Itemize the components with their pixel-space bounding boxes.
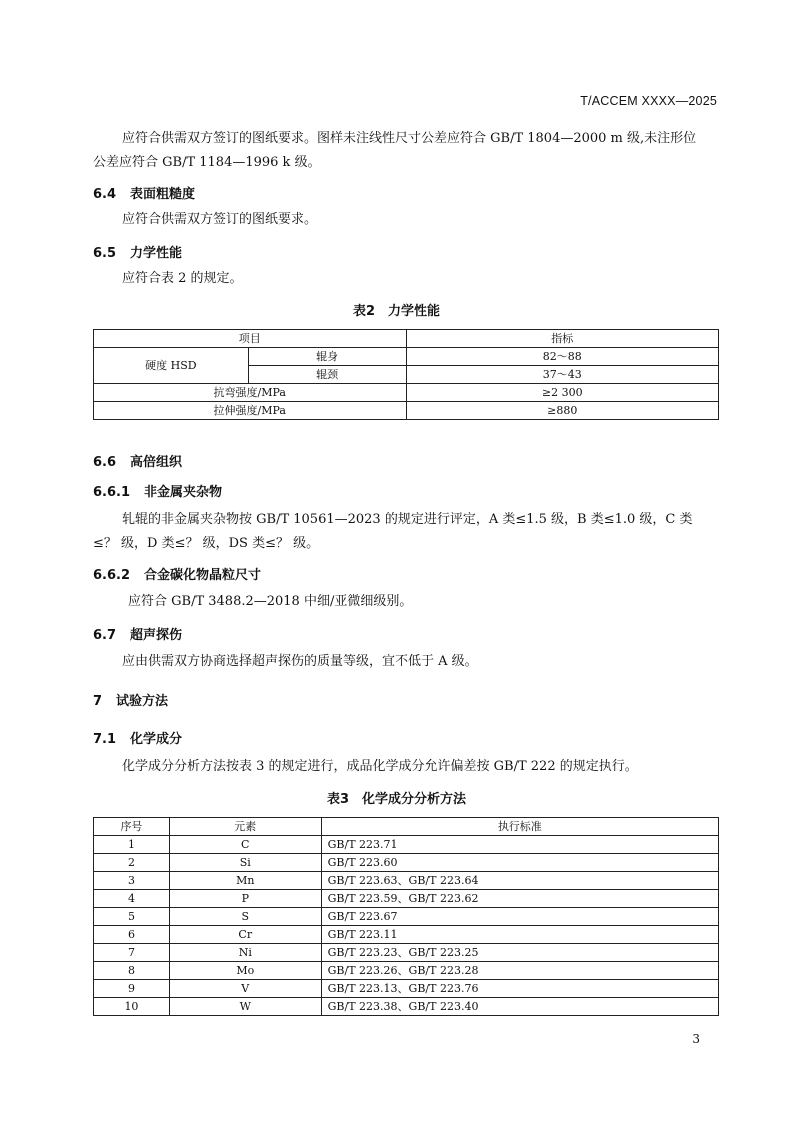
table-row — [94, 944, 719, 962]
row-number-cell: 4 — [94, 890, 170, 908]
table-cell: 抗弯强度/MPa — [94, 384, 407, 402]
table-cell: 拉伸强度/MPa — [94, 402, 407, 420]
table-cell: 82～88 — [406, 348, 719, 366]
standard-cell: GB/T 223.63、GB/T 223.64 — [321, 872, 718, 890]
section-7-1-heading — [93, 728, 182, 747]
section-6-6-2-heading — [93, 564, 261, 583]
element-cell: C — [169, 836, 321, 854]
table-row — [94, 854, 719, 872]
table-row — [94, 998, 719, 1016]
element-cell: Cr — [169, 926, 321, 944]
element-cell: Si — [169, 854, 321, 872]
page-number: 3 — [692, 1032, 700, 1046]
table-cell: 辊颈 — [248, 366, 406, 384]
table-row — [94, 908, 719, 926]
standard-cell: GB/T 223.59、GB/T 223.62 — [321, 890, 718, 908]
table-row — [94, 330, 719, 348]
section-number: 6.4 — [93, 187, 117, 202]
section-title: 高倍组织 — [130, 455, 183, 470]
row-number-cell: 1 — [94, 836, 170, 854]
section-6-6-1-line-1: 轧辊的非金属夹杂物按 GB/T 10561—2023 的规定进行评定，A 类≤1.5 级，B 类≤1.0 级，C 类 — [122, 512, 693, 527]
row-number-cell: 2 — [94, 854, 170, 872]
section-number: 7 — [93, 694, 103, 709]
document-code: T/ACCEM XXXX—2025 — [580, 94, 717, 108]
section-7-heading — [93, 690, 168, 709]
section-number: 6.6.1 — [93, 485, 131, 500]
section-6-7-heading — [93, 624, 182, 643]
section-6-4-heading — [93, 183, 195, 202]
table-2-caption: 表2 力学性能 — [352, 304, 441, 319]
table-cell: 硬度 HSD — [94, 348, 249, 384]
row-number-cell: 6 — [94, 926, 170, 944]
row-number-cell: 7 — [94, 944, 170, 962]
table-2-mechanical-properties — [93, 329, 719, 420]
standard-cell: GB/T 223.38、GB/T 223.40 — [321, 998, 718, 1016]
standard-cell: GB/T 223.26、GB/T 223.28 — [321, 962, 718, 980]
section-number: 6.7 — [93, 628, 117, 643]
section-title: 力学性能 — [130, 246, 183, 261]
table-row — [94, 872, 719, 890]
table-cell: ≥2 300 — [406, 384, 719, 402]
table-row — [94, 926, 719, 944]
table-row — [94, 348, 719, 366]
table-header-cell: 序号 — [94, 818, 170, 836]
table-header-cell: 项目 — [94, 330, 407, 348]
table-cell: 37～43 — [406, 366, 719, 384]
table-row — [94, 836, 719, 854]
row-number-cell: 9 — [94, 980, 170, 998]
row-number-cell: 10 — [94, 998, 170, 1016]
element-cell: Mn — [169, 872, 321, 890]
section-6-4-text: 应符合供需双方签订的图纸要求。 — [122, 212, 318, 227]
standard-cell: GB/T 223.60 — [321, 854, 718, 872]
section-number: 6.6 — [93, 455, 117, 470]
section-6-5-heading — [93, 242, 182, 261]
row-number-cell: 3 — [94, 872, 170, 890]
standard-cell: GB/T 223.11 — [321, 926, 718, 944]
standard-cell: GB/T 223.67 — [321, 908, 718, 926]
section-title: 化学成分 — [130, 732, 183, 747]
section-title: 非金属夹杂物 — [144, 485, 223, 500]
table-row — [94, 980, 719, 998]
section-6-6-2-text: 应符合 GB/T 3488.2—2018 中细/亚微细级别。 — [128, 594, 413, 609]
section-number: 7.1 — [93, 732, 117, 747]
section-6-6-heading — [93, 451, 182, 470]
element-cell: P — [169, 890, 321, 908]
table-row — [94, 890, 719, 908]
table-cell: 辊身 — [248, 348, 406, 366]
table-3-caption: 表3 化学成分分析方法 — [326, 792, 467, 807]
element-cell: S — [169, 908, 321, 926]
table-header-cell: 指标 — [406, 330, 719, 348]
section-title: 试验方法 — [116, 694, 169, 709]
table-row — [94, 402, 719, 420]
standard-cell: GB/T 223.23、GB/T 223.25 — [321, 944, 718, 962]
table-cell: ≥880 — [406, 402, 719, 420]
section-6-7-text: 应由供需双方协商选择超声探伤的质量等级，宜不低于 A 级。 — [122, 654, 478, 669]
section-7-1-text: 化学成分分析方法按表 3 的规定进行，成品化学成分允许偏差按 GB/T 222 的规定执行。 — [122, 759, 638, 774]
intro-line-1: 应符合供需双方签订的图纸要求。图样未注线性尺寸公差应符合 GB/T 1804—2000 m 级,未注形位 — [122, 131, 697, 146]
element-cell: Mo — [169, 962, 321, 980]
table-row — [94, 384, 719, 402]
intro-line-2: 公差应符合 GB/T 1184—1996 k 级。 — [93, 155, 321, 170]
table-header-row — [94, 818, 719, 836]
table-row — [94, 962, 719, 980]
standard-cell: GB/T 223.71 — [321, 836, 718, 854]
element-cell: V — [169, 980, 321, 998]
element-cell: Ni — [169, 944, 321, 962]
section-title: 超声探伤 — [130, 628, 183, 643]
section-title: 表面粗糙度 — [130, 187, 196, 202]
row-number-cell: 8 — [94, 962, 170, 980]
section-title: 合金碳化物晶粒尺寸 — [144, 568, 262, 583]
section-6-5-text: 应符合表 2 的规定。 — [122, 271, 243, 286]
section-6-6-1-line-2: ≤？ 级，D 类≤？ 级，DS 类≤？ 级。 — [93, 536, 320, 551]
standard-cell: GB/T 223.13、GB/T 223.76 — [321, 980, 718, 998]
section-number: 6.5 — [93, 246, 117, 261]
table-3-chemical-analysis-methods — [93, 817, 719, 1016]
table-header-cell: 元素 — [169, 818, 321, 836]
section-6-6-1-heading — [93, 481, 222, 500]
row-number-cell: 5 — [94, 908, 170, 926]
section-number: 6.6.2 — [93, 568, 131, 583]
table-header-cell: 执行标准 — [321, 818, 718, 836]
element-cell: W — [169, 998, 321, 1016]
